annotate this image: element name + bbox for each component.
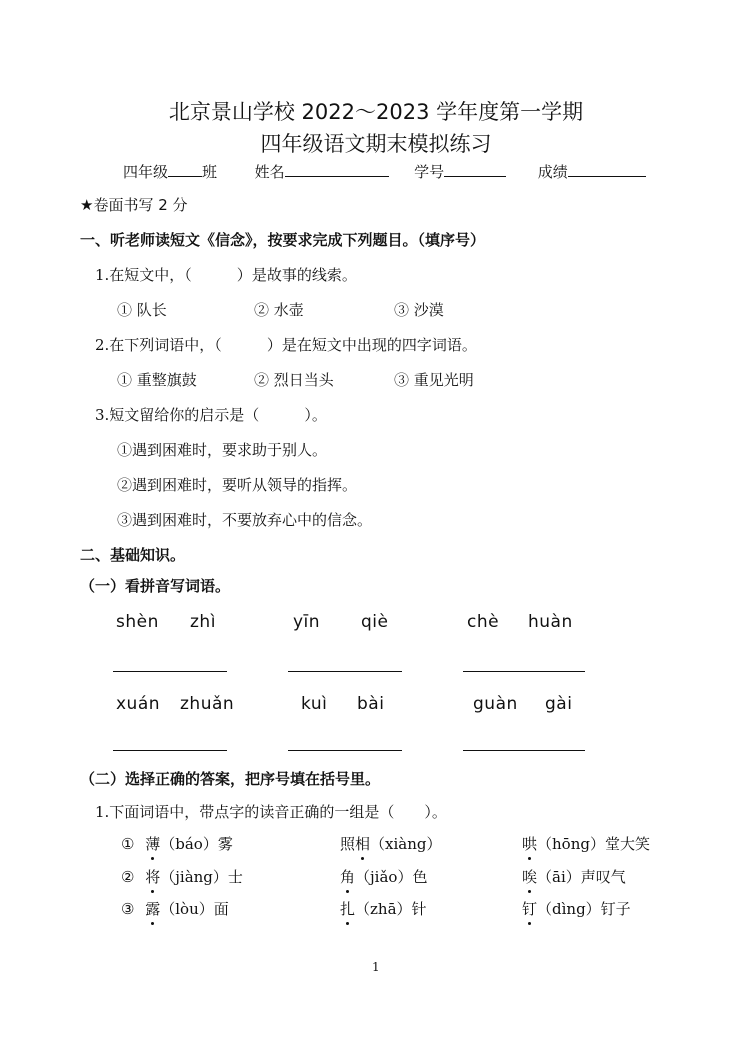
pinyin-2a: yīn: [293, 612, 321, 632]
dotted-char: 钉: [522, 900, 538, 918]
plain-char: 照: [340, 835, 356, 853]
id-label: 学号: [414, 163, 445, 181]
answer-line-6[interactable]: [463, 750, 585, 751]
question-2-option-3[interactable]: ③ 重见光明: [394, 371, 474, 389]
name-label: 姓名: [254, 163, 285, 181]
pinyin-3a: chè: [467, 612, 500, 632]
question-1-option-3[interactable]: ③ 沙漠: [394, 301, 444, 319]
reading-text: （báo）雾: [160, 835, 233, 853]
pinyin-4a: xuán: [116, 694, 161, 714]
page-subtitle: 四年级语文期末模拟练习: [260, 132, 492, 156]
dotted-char: 将: [145, 868, 161, 886]
reading-text: （lòu）面: [160, 900, 229, 918]
question-1-option-1[interactable]: ① 队长: [117, 301, 167, 319]
pinyin-6b: gài: [545, 694, 573, 714]
dotted-char: 扎: [340, 900, 356, 918]
dotted-char: 露: [145, 900, 161, 918]
pinyin-2b: qiè: [361, 612, 389, 632]
student-id-field[interactable]: [444, 161, 506, 177]
reading-text: （āi）声叹气: [537, 868, 626, 886]
answer-line-3[interactable]: [463, 671, 585, 672]
answer-line-1[interactable]: [113, 671, 227, 672]
choice-number: ③: [121, 900, 135, 918]
choice-row-1-item-2: [340, 833, 442, 854]
question-3-option-3[interactable]: ③遇到困难时，不要放弃心中的信念。: [117, 511, 373, 529]
grade-label: 四年级: [123, 163, 169, 181]
reading-text: （hōng）堂大笑: [537, 835, 650, 853]
handwriting-note: ★卷面书写 2 分: [80, 196, 188, 214]
pinyin-6a: guàn: [473, 694, 518, 714]
answer-line-4[interactable]: [113, 750, 227, 751]
page-title: 北京景山学校 2022～2023 学年度第一学期: [168, 100, 584, 124]
part2-question-1-stem: 1.下面词语中，带点字的读音正确的一组是（ ）。: [95, 803, 447, 821]
question-3-stem: 3.短文留给你的启示是（ ）。: [95, 406, 327, 424]
question-1-stem: 1.在短文中，（ ）是故事的线索。: [95, 266, 357, 284]
choice-row-3-item-2: [340, 898, 427, 919]
choice-row-2[interactable]: [121, 866, 243, 887]
question-3-option-2[interactable]: ②遇到困难时，要听从领导的指挥。: [117, 476, 358, 494]
pinyin-4b: zhuǎn: [180, 694, 235, 714]
choice-row-3[interactable]: [121, 898, 229, 919]
name-field[interactable]: [285, 161, 389, 177]
student-info-row: [123, 161, 646, 182]
choice-row-2-item-2: [340, 866, 427, 887]
answer-line-2[interactable]: [288, 671, 402, 672]
pinyin-1a: shèn: [116, 612, 159, 632]
choice-row-1-item-3: [522, 833, 650, 854]
reading-text: （dìng）钉子: [537, 900, 631, 918]
choice-number: ②: [121, 868, 135, 886]
score-field[interactable]: [568, 161, 646, 177]
pinyin-1b: zhì: [190, 612, 216, 632]
reading-text: （zhā）针: [355, 900, 427, 918]
part1-title: （一）看拼音写词语。: [80, 577, 231, 595]
section2-title: 二、基础知识。: [80, 546, 186, 564]
part2-title: （二）选择正确的答案，把序号填在括号里。: [80, 770, 381, 788]
class-label: 班: [202, 163, 218, 181]
dotted-char: 薄: [145, 835, 161, 853]
score-label: 成绩: [537, 163, 568, 181]
dotted-char: 角: [340, 868, 356, 886]
reading-text: （xiàng）: [370, 835, 442, 853]
dotted-char: 哄: [522, 835, 538, 853]
section1-title: 一、听老师读短文《信念》，按要求完成下列题目。（填序号）: [80, 231, 486, 249]
reading-text: （jiǎo）色: [355, 868, 428, 886]
pinyin-3b: huàn: [528, 612, 573, 632]
question-2-option-1[interactable]: ① 重整旗鼓: [117, 371, 197, 389]
answer-line-5[interactable]: [288, 750, 402, 751]
question-3-option-1[interactable]: ①遇到困难时，要求助于别人。: [117, 441, 328, 459]
page-number: 1: [372, 960, 380, 974]
class-field[interactable]: [168, 161, 202, 177]
choice-row-2-item-3: [522, 866, 626, 887]
question-1-option-2[interactable]: ② 水壶: [254, 301, 304, 319]
choice-row-3-item-3: [522, 898, 631, 919]
pinyin-5a: kuì: [301, 694, 328, 714]
choice-number: ①: [121, 835, 135, 853]
choice-row-1[interactable]: [121, 833, 233, 854]
dotted-char: 唉: [522, 868, 538, 886]
dotted-char: 相: [355, 835, 371, 853]
reading-text: （jiàng）士: [160, 868, 243, 886]
question-2-stem: 2.在下列词语中，（ ）是在短文中出现的四字词语。: [95, 336, 477, 354]
pinyin-5b: bài: [357, 694, 385, 714]
question-2-option-2[interactable]: ② 烈日当头: [254, 371, 334, 389]
